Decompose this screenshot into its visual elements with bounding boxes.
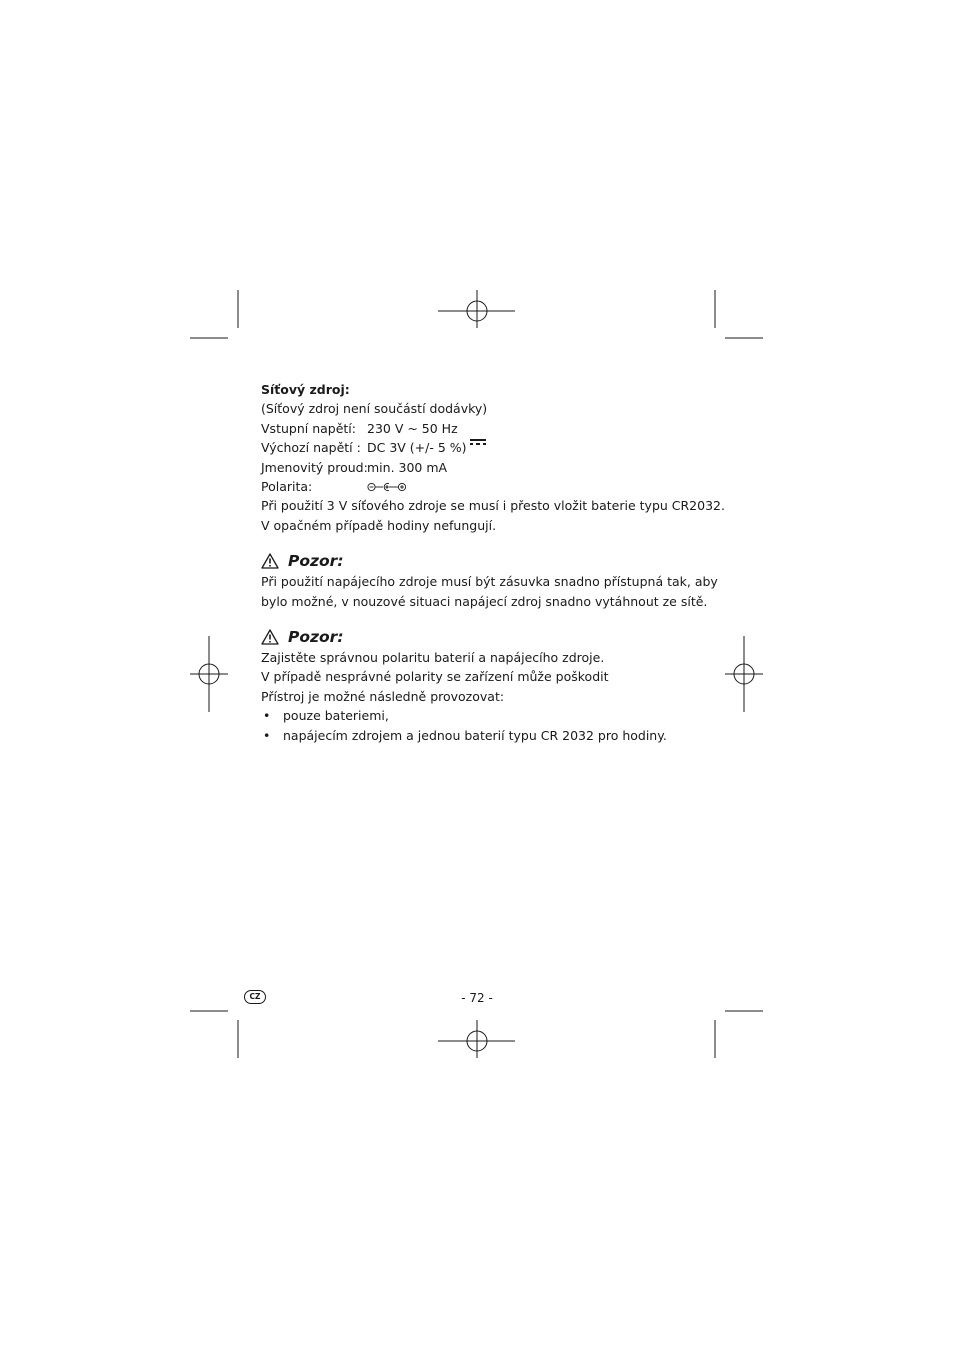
list-item	[261, 726, 721, 745]
spec-row-rated-current	[261, 458, 721, 477]
bullet-icon: •	[263, 708, 271, 724]
warning-triangle-icon	[261, 553, 279, 569]
body-text-line: V opačném případě hodiny nefungují.	[261, 517, 497, 533]
list-item-text: napájecím zdrojem a jednou baterií typu CR 2032 pro hodiny.	[283, 727, 667, 743]
warning-heading-1	[261, 551, 721, 571]
list-item-text: pouze bateriemi,	[283, 708, 389, 724]
body-text-line: bylo možné, v nouzové situaci napájecí zdroj snadno vytáhnout ze sítě.	[261, 593, 708, 609]
page-content	[261, 380, 725, 745]
spec-value: 230 V ~ 50 Hz	[367, 420, 458, 436]
country-badge: CZ	[244, 990, 266, 1004]
spec-value: DC 3V (+/- 5 %)	[367, 440, 467, 456]
list-item	[261, 706, 721, 725]
warning-triangle-icon	[261, 629, 279, 645]
body-text-line: Při použití napájecího zdroje musí být zásuvka snadno přístupná tak, aby	[261, 574, 718, 590]
dc-current-icon	[469, 438, 487, 446]
body-text-line: Přístroj je možné následně provozovat:	[261, 688, 505, 704]
section-title: Síťový zdroj:	[261, 382, 350, 397]
spec-label: Výchozí napětí :	[261, 440, 361, 456]
spec-label: Vstupní napětí:	[261, 420, 356, 436]
body-text-line: Zajistěte správnou polaritu baterií a napájecího zdroje.	[261, 650, 605, 666]
bullet-icon: •	[263, 727, 271, 743]
spec-row-output-voltage	[261, 438, 721, 457]
polarity-icon	[367, 477, 407, 496]
warning-heading-2	[261, 627, 721, 647]
spec-label: Polarita:	[261, 479, 313, 495]
spec-label: Jmenovitý proud:	[261, 459, 368, 475]
spec-row-polarity	[261, 477, 721, 496]
body-text-line: Při použití 3 V síťového zdroje se musí i přesto vložit baterie typu CR2032.	[261, 498, 725, 514]
page-number: - 72 -	[461, 991, 493, 1005]
warning-title: Pozor:	[288, 552, 344, 571]
body-text-line: V případě nesprávné polarity se zařízení může poškodit	[261, 669, 609, 685]
spec-row-input-voltage	[261, 419, 721, 438]
warning-title: Pozor:	[288, 628, 344, 647]
section-note: (Síťový zdroj není součástí dodávky)	[261, 401, 488, 417]
spec-value: min. 300 mA	[367, 459, 448, 475]
